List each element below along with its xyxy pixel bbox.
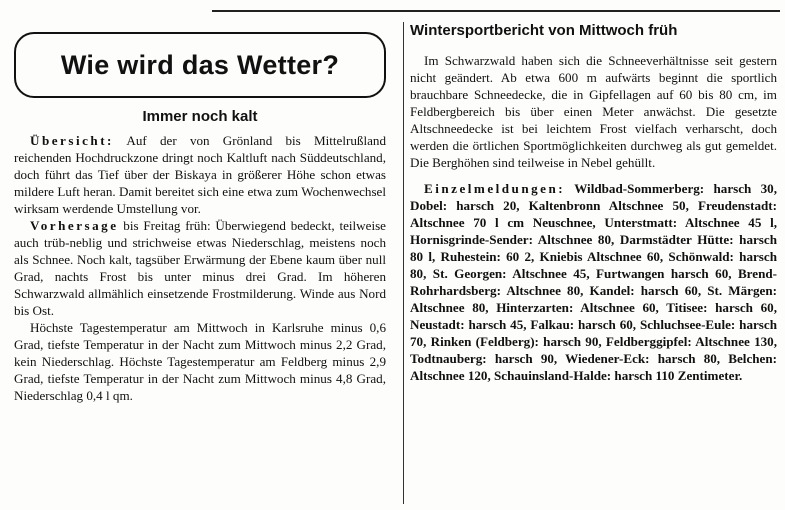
forecast-lead: Vorhersage bbox=[30, 218, 119, 233]
weather-title-box bbox=[14, 32, 386, 98]
weather-title: Wie wird das Wetter? bbox=[60, 49, 340, 80]
temperature-paragraph bbox=[14, 319, 386, 404]
weather-body bbox=[14, 132, 386, 404]
forecast-paragraph bbox=[14, 217, 386, 319]
details-paragraph bbox=[410, 180, 777, 384]
details-lead: Einzelmeldungen: bbox=[424, 181, 566, 196]
temperature-text: Höchste Tagestemperatur am Mittwoch in Karlsruhe minus 0,6 Grad, tiefste Temperatur in der Nacht zum Mittwoch minus 2,2 Grad, kein Niederschlag. Höchste Tagestemperatur am Feldberg minus 2,9 Grad, tiefste Temperatur in der Nacht zum Mittwoch minus 4,8 Grad, Niederschlag 0,4 l qm. bbox=[14, 320, 386, 403]
wintersport-body bbox=[410, 52, 777, 384]
wintersport-intro: Im Schwarzwald haben sich die Schneeverhältnisse seit gestern nicht geändert. Ab etwa 600 m aufwärts beginnt die sportlich brauchbare Schneedecke, die in Gipfellagen auf 60 bis 80 cm, im Feldbergbereich bis über einen Meter anwächst. Die gesetzte Altschneedecke ist bei leichtem Frost vielfach verharscht, doch werden die örtlichen Sportmöglichkeiten durchweg als gut gemeldet. Die Berghöhen sind teilweise in Nebel gehüllt. bbox=[410, 53, 777, 170]
overview-paragraph bbox=[14, 132, 386, 217]
overview-text: Auf der von Grönland bis Mittelrußland reichenden Hochdruckzone dringt noch Kaltluft nach Süddeutschland, doch führt das Tief über der Biskaya in größerer Höhe schon etwas mildere Luft heran. Damit bereitet sich eine etwa zum Wochenwechsel wirksam werdende Umstellung vor. bbox=[14, 133, 386, 216]
wintersport-title: Wintersportbericht von Mittwoch früh bbox=[410, 22, 678, 39]
details-text: Wildbad-Sommerberg: harsch 30, Dobel: harsch 20, Kaltenbronn Altschnee 50, Freudenstadt: Altschnee 70 l cm Neuschnee, Unterstmatt: Altschnee 45 l, Hornisgrinde-Sender: Altschnee 80, Darmstädter Hütte: harsch 80 l, Ruhestein: 60 2, Kniebis Altschnee 60, Schönwald: harsch 80, St. Georgen: Altschnee 45, Furtwangen harsch 60, Brend-Rohrhardsberg: Altschnee 80, Kandel: harsch 60, St. Märgen: Altschnee 80, Hinterzarten: Altschnee 60, Titisee: harsch 60, Neustadt: harsch 45, Falkau: harsch 60, Schluchsee-Eule: harsch 70, Rinken (Feldberg): harsch 90, Feldberggipfel: Altschnee 130, Todtnauberg: harsch 90, Wiedener-Eck: harsch 80, Belchen: Altschnee 120, Schauinsland-Halde: harsch 110 Zentimeter. bbox=[410, 181, 777, 383]
forecast-text: bis Freitag früh: Überwiegend bedeckt, teilweise auch trüb-neblig und strichweise etwas Niederschlag, meistens noch als Schnee. Noch kalt, tagsüber Erwärmung der Ebene kaum über null Grad, nachts Frost bis unter minus drei Grad. Im höheren Schwarzwald allmählich einsetzende Frostmilderung. Winde aus Nord bis Ost. bbox=[14, 218, 386, 318]
column-divider bbox=[403, 22, 404, 504]
top-rule bbox=[212, 10, 780, 12]
overview-lead: Übersicht: bbox=[30, 133, 114, 148]
weather-subtitle: Immer noch kalt bbox=[142, 108, 258, 125]
